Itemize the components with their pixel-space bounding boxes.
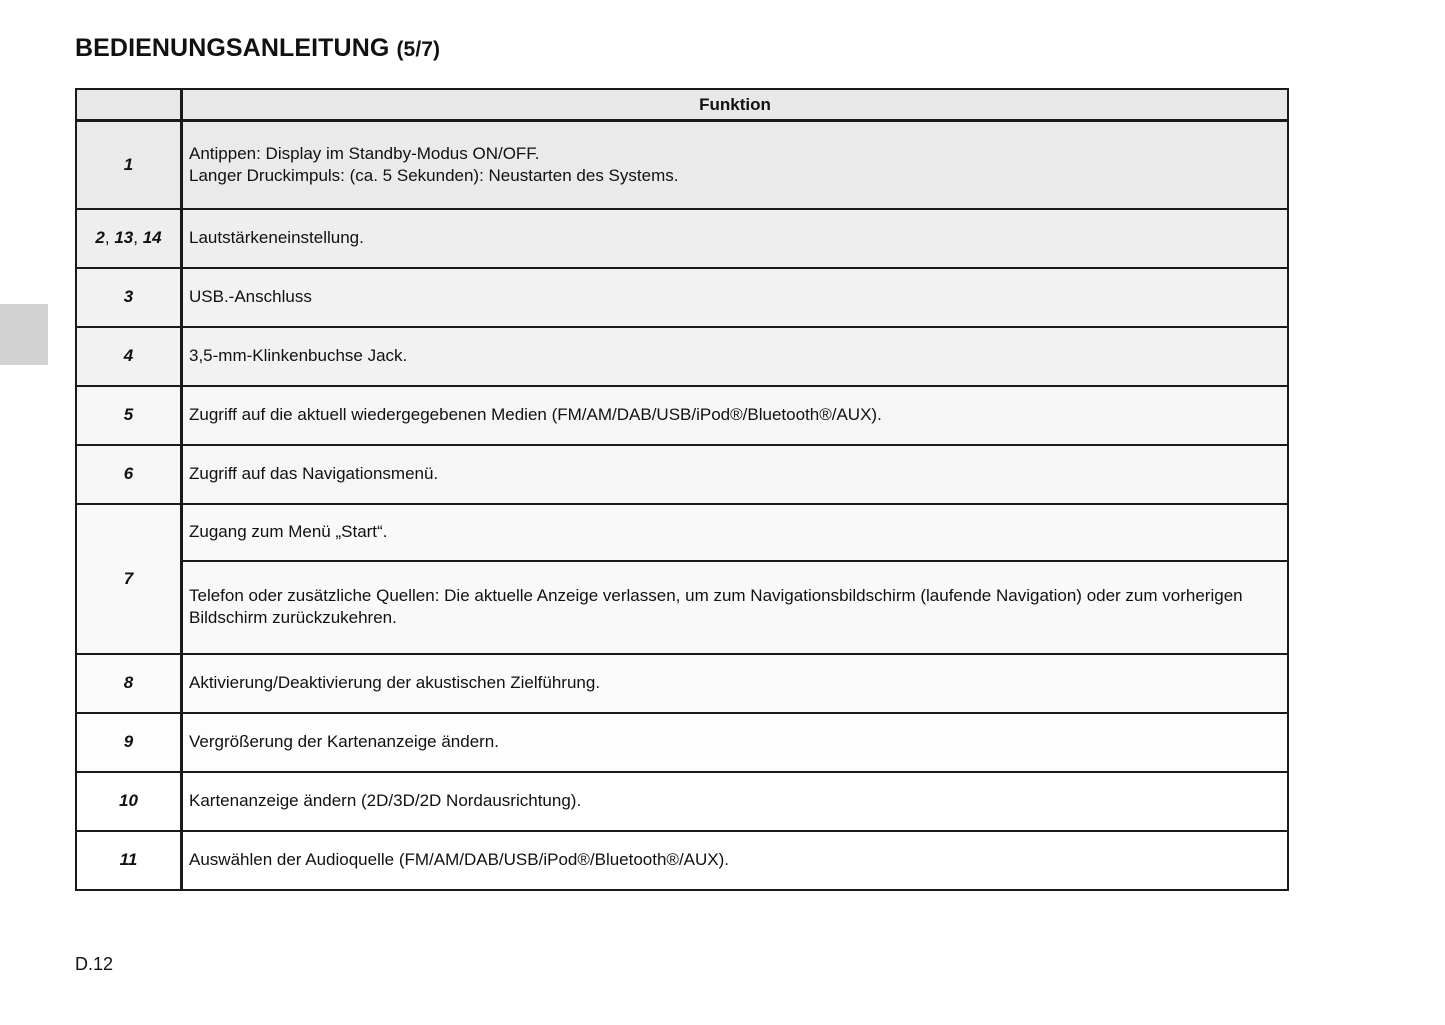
table-row bbox=[76, 504, 1288, 561]
row-number: 7 bbox=[76, 504, 182, 654]
row-description: Telefon oder zusätzliche Quellen: Die aktuelle Anzeige verlassen, um zum Navigationsbildschirm (laufende Navigation) oder zum vorherigen Bildschirm zurückzukehren. bbox=[182, 561, 1289, 654]
row-description: Kartenanzeige ändern (2D/3D/2D Nordausrichtung). bbox=[182, 772, 1289, 831]
row-number: 8 bbox=[76, 654, 182, 713]
table-row bbox=[76, 327, 1288, 386]
table-row bbox=[76, 654, 1288, 713]
function-table bbox=[75, 88, 1289, 891]
page-title bbox=[75, 34, 440, 63]
row-number: 10 bbox=[76, 772, 182, 831]
table-row bbox=[76, 445, 1288, 504]
row-description: Lautstärkeneinstellung. bbox=[182, 209, 1289, 268]
row-number-part: 13 bbox=[114, 228, 134, 247]
table-row bbox=[76, 121, 1288, 209]
function-column-header: Funktion bbox=[182, 89, 1289, 121]
page-count: (5/7) bbox=[396, 38, 441, 61]
row-description: 3,5-mm-Klinkenbuchse Jack. bbox=[182, 327, 1289, 386]
row-number: 4 bbox=[76, 327, 182, 386]
row-description bbox=[182, 121, 1289, 209]
row-number: 1 bbox=[76, 121, 182, 209]
number-column-header bbox=[76, 89, 182, 121]
row-description: Aktivierung/Deaktivierung der akustischen Zielführung. bbox=[182, 654, 1289, 713]
table-header-row bbox=[76, 89, 1288, 121]
table-row bbox=[76, 713, 1288, 772]
row-description: Zugriff auf das Navigationsmenü. bbox=[182, 445, 1289, 504]
row-number: 9 bbox=[76, 713, 182, 772]
table-row bbox=[76, 831, 1288, 890]
row-number: 11 bbox=[76, 831, 182, 890]
table-row bbox=[76, 386, 1288, 445]
table-row bbox=[76, 561, 1288, 654]
row-number: 3 bbox=[76, 268, 182, 327]
page-title-text: BEDIENUNGSANLEITUNG bbox=[75, 34, 390, 62]
row-description: Zugang zum Menü „Start“. bbox=[182, 504, 1289, 561]
table-row bbox=[76, 772, 1288, 831]
row-number: 6 bbox=[76, 445, 182, 504]
section-tab-marker bbox=[0, 304, 48, 365]
table-row bbox=[76, 209, 1288, 268]
row-description: Zugriff auf die aktuell wiedergegebenen Medien (FM/AM/DAB/USB/iPod®/Bluetooth®/AUX). bbox=[182, 386, 1289, 445]
row-description: Auswählen der Audioquelle (FM/AM/DAB/USB/iPod®/Bluetooth®/AUX). bbox=[182, 831, 1289, 890]
description-line: Langer Druckimpuls: (ca. 5 Sekunden): Neustarten des Systems. bbox=[189, 165, 679, 185]
row-number-part: 14 bbox=[142, 228, 162, 247]
row-description: USB.-Anschluss bbox=[182, 268, 1289, 327]
row-number: 5 bbox=[76, 386, 182, 445]
row-description: Vergrößerung der Kartenanzeige ändern. bbox=[182, 713, 1289, 772]
table-row bbox=[76, 268, 1288, 327]
row-number-part: 2 bbox=[95, 228, 105, 247]
page-number: D.12 bbox=[75, 954, 114, 974]
description-line: Antippen: Display im Standby-Modus ON/OFF. bbox=[189, 143, 540, 163]
row-number: 2, 13, 14 bbox=[76, 209, 182, 268]
